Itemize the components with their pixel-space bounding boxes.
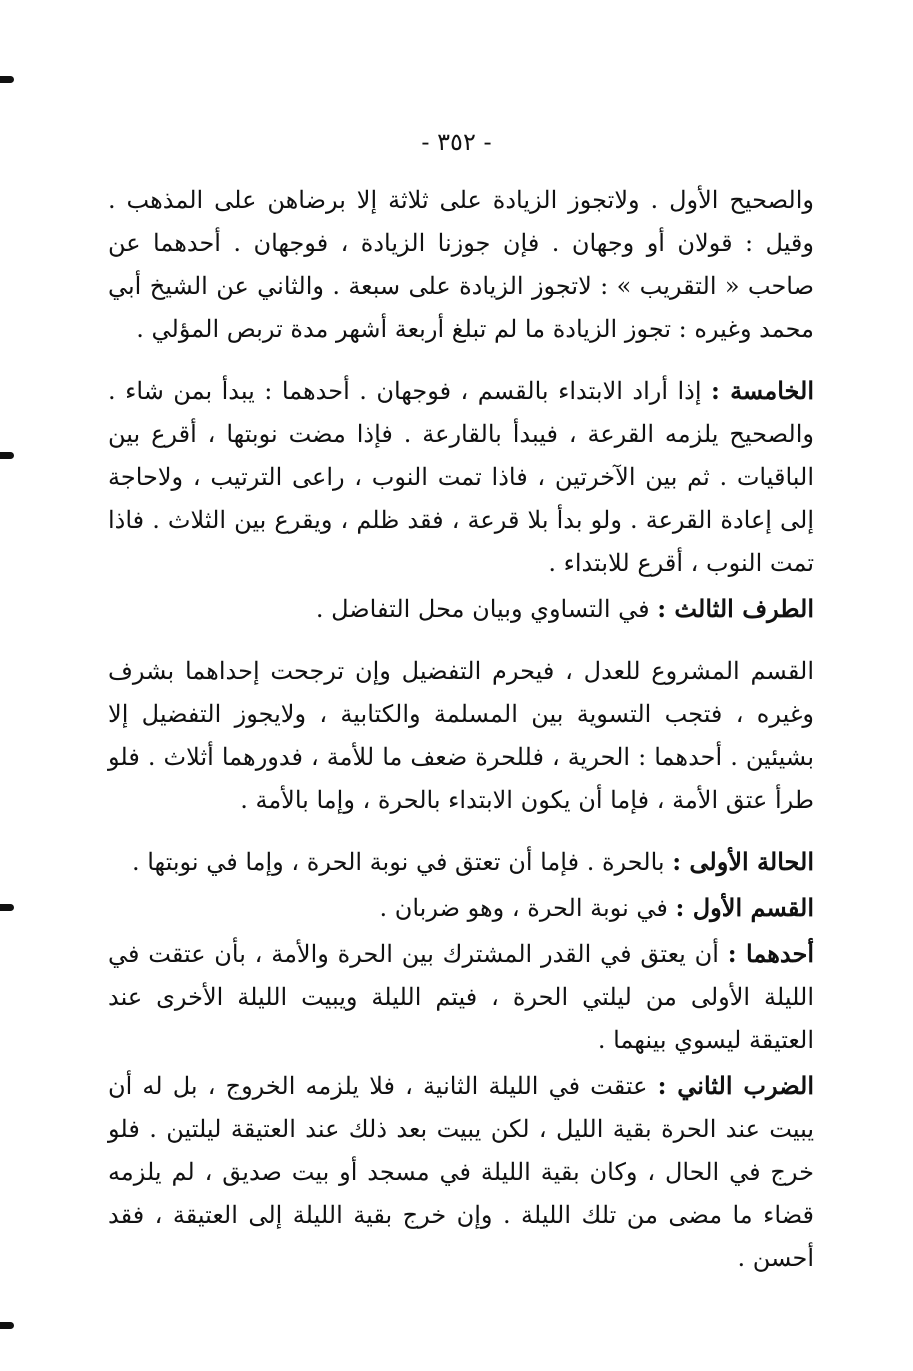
paragraph-text: عتقت في الليلة الثانية ، فلا يلزمه الخروج ، بل له أن يبيت عند الحرة بقية الليل ، لكن يبيت بعد ذلك عند العتيقة ليلتين . فلو خرج في الحال ، وكان بقية الليلة في مسجد أو بيت صديق ، لم يلزمه قضاء ما مضى من تلك الليلة . وإن خرج بقية الليلة إلى العتيقة ، فقد أحسن . bbox=[108, 1072, 815, 1272]
paragraph-text: أن يعتق في القدر المشترك بين الحرة والأمة ، بأن عتقت في الليلة الأولى من ليلتي الحرة ، فيتم الليلة ويبيت الليلة الأخرى عند العتيقة ليسوي بينهما . bbox=[108, 940, 814, 1054]
paragraph bbox=[108, 886, 814, 930]
scan-edge-mark bbox=[0, 904, 14, 911]
paragraph-text: إذا أراد الابتداء بالقسم ، فوجهان . أحدهما : يبدأ بمن شاء . والصحيح يلزمه القرعة ، فيبدأ بالقارعة . فإذا مضت نوبتها ، أقرع بين الباقيات . ثم بين الآخرتين ، فاذا تمت النوب ، راعى الترتيب ، ولاحاجة إلى إعادة القرعة . ولو بدأ بلا قرعة ، فقد ظلم ، ويقرع بين الثلاث . فاذا تمت النوب ، أقرع للابتداء . bbox=[108, 377, 814, 577]
paragraph bbox=[108, 1064, 814, 1280]
paragraph-text: والصحيح الأول . ولاتجوز الزيادة على ثلاثة إلا برضاهن على المذهب . وقيل : قولان أو وجهان . فإن جوزنا الزيادة ، فوجهان . أحدهما عن صاحب « التقريب » : لاتجوز الزيادة على سبعة . والثاني عن الشيخ أبي محمد وغيره : تجوز الزيادة ما لم تبلغ أربعة أشهر مدة تربص المؤلي . bbox=[108, 186, 814, 343]
paragraph-heading: الضرب الثاني : bbox=[657, 1071, 814, 1100]
paragraph-text: القسم المشروع للعدل ، فيحرم التفضيل وإن ترجحت إحداهما بشرف وغيره ، فتجب التسوية بين المسلمة والكتابية ، ولايجوز التفضيل إلا بشيئين . أحدهما : الحرية ، فللحرة ضعف ما للأمة ، فدورهما أثلاث . فلو طرأ عتق الأمة ، فإما أن يكون الابتداء بالحرة ، وإما بالأمة . bbox=[108, 657, 814, 814]
paragraph-heading: الخامسة : bbox=[711, 376, 814, 405]
paragraph bbox=[108, 178, 814, 351]
scan-edge-mark bbox=[0, 452, 14, 459]
scan-edge-mark bbox=[0, 76, 14, 83]
paragraph-heading: الطرف الثالث : bbox=[657, 594, 814, 623]
paragraph-text: في نوبة الحرة ، وهو ضربان . bbox=[379, 894, 676, 922]
paragraph-heading: الحالة الأولى : bbox=[672, 847, 814, 876]
paragraph bbox=[108, 369, 814, 585]
paragraph-text: بالحرة . فإما أن تعتق في نوبة الحرة ، وإما في نوبتها . bbox=[131, 848, 673, 876]
paragraph-heading: أحدهما : bbox=[727, 939, 814, 968]
body-text bbox=[108, 178, 814, 1282]
section-heading-paragraph bbox=[108, 587, 814, 631]
paragraph bbox=[108, 840, 814, 884]
paragraph bbox=[108, 649, 814, 822]
paragraph-text: في التساوي وبيان محل التفاضل . bbox=[315, 595, 658, 623]
scan-edge-mark bbox=[0, 1322, 14, 1329]
paragraph bbox=[108, 932, 814, 1062]
page-number: - ٣٥٢ - bbox=[421, 128, 492, 156]
paragraph-heading: القسم الأول : bbox=[675, 893, 814, 922]
